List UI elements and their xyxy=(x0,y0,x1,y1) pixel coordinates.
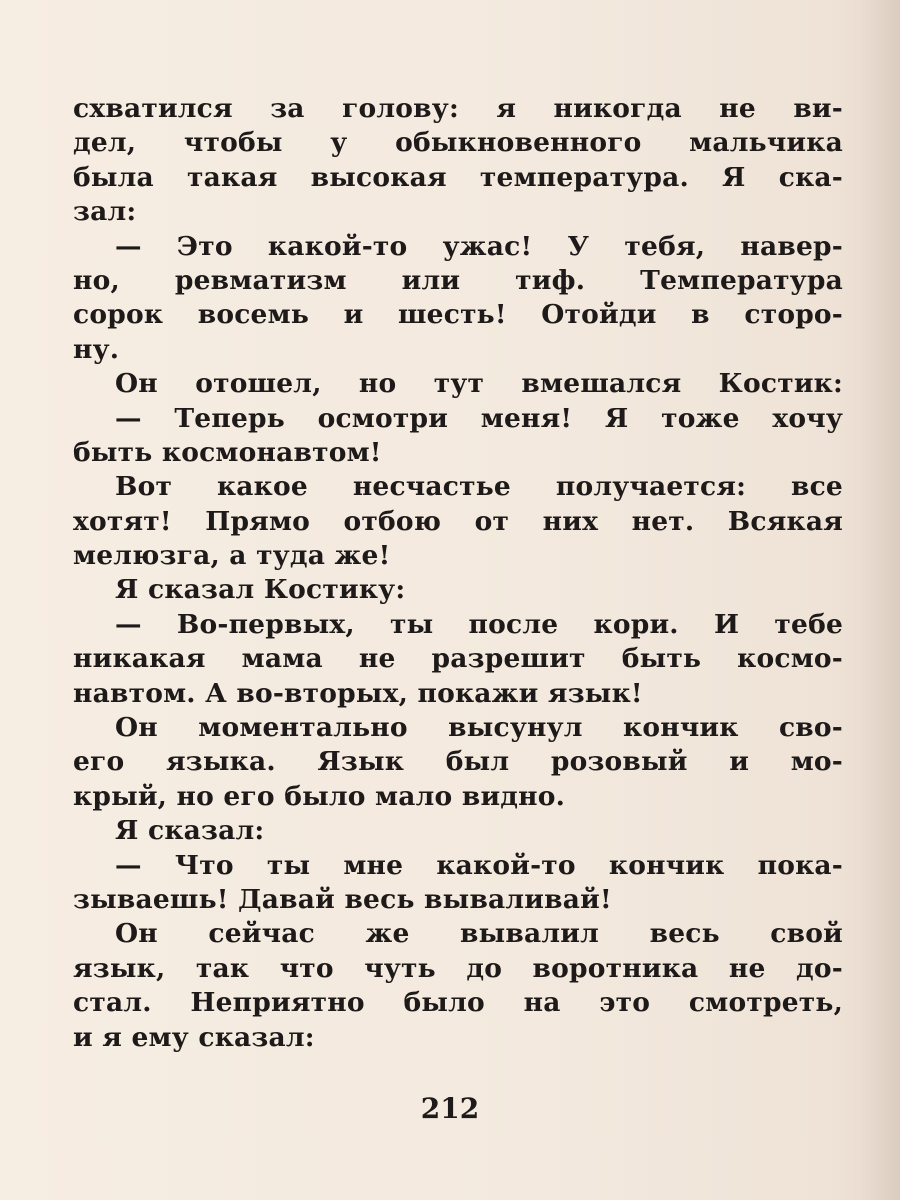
text-line: — Теперь осмотри меня! Я тоже хочу xyxy=(115,402,843,434)
text-line: Он моментально высунул кончик сво- xyxy=(115,712,843,744)
text-line: — Что ты мне какой-то кончик пока- xyxy=(115,849,843,881)
text-line: Он отошел, но тут вмешался Костик: xyxy=(115,368,843,400)
text-line: Он сейчас же вывалил весь свой xyxy=(115,918,843,950)
text-line: схватился за голову: я никогда не ви- xyxy=(73,93,843,124)
text-line: сорок восемь и шесть! Отойди в сторо- xyxy=(73,299,843,331)
page-edge-shadow xyxy=(860,0,900,1200)
text-line: — Это какой-то ужас! У тебя, навер- xyxy=(115,230,843,262)
text-line: никакая мама не разрешит быть космо- xyxy=(73,643,843,675)
text-line: его языка. Язык был розовый и мо- xyxy=(73,746,843,778)
text-line: зываешь! Давай весь вываливай! xyxy=(73,883,612,915)
body-text xyxy=(73,92,843,1055)
text-line: стал. Неприятно было на это смотреть, xyxy=(73,987,843,1019)
text-line: Я сказал: xyxy=(115,815,265,847)
text-line: Вот какое несчастье получается: все xyxy=(115,471,843,503)
text-line: быть космонавтом! xyxy=(73,436,382,468)
text-line: но, ревматизм или тиф. Температура xyxy=(73,264,843,296)
text-line: крый, но его было мало видно. xyxy=(73,780,566,812)
text-line: — Во-первых, ты после кори. И тебе xyxy=(115,608,843,640)
text-line: мелюзга, а туда же! xyxy=(73,540,391,572)
page-number: 212 xyxy=(420,1092,480,1125)
text-line: язык, так что чуть до воротника не до- xyxy=(73,952,843,984)
text-line: навтом. А во-вторых, покажи язык! xyxy=(73,677,643,709)
text-line: зал: xyxy=(73,196,137,228)
text-line: хотят! Прямо отбою от них нет. Всякая xyxy=(73,505,843,537)
text-line: и я ему сказал: xyxy=(73,1021,315,1053)
text-line: была такая высокая температура. Я ска- xyxy=(73,161,843,193)
text-line: Я сказал Костику: xyxy=(115,574,406,606)
text-line: ну. xyxy=(73,333,120,365)
text-line: дел, чтобы у обыкновенного мальчика xyxy=(73,127,843,159)
